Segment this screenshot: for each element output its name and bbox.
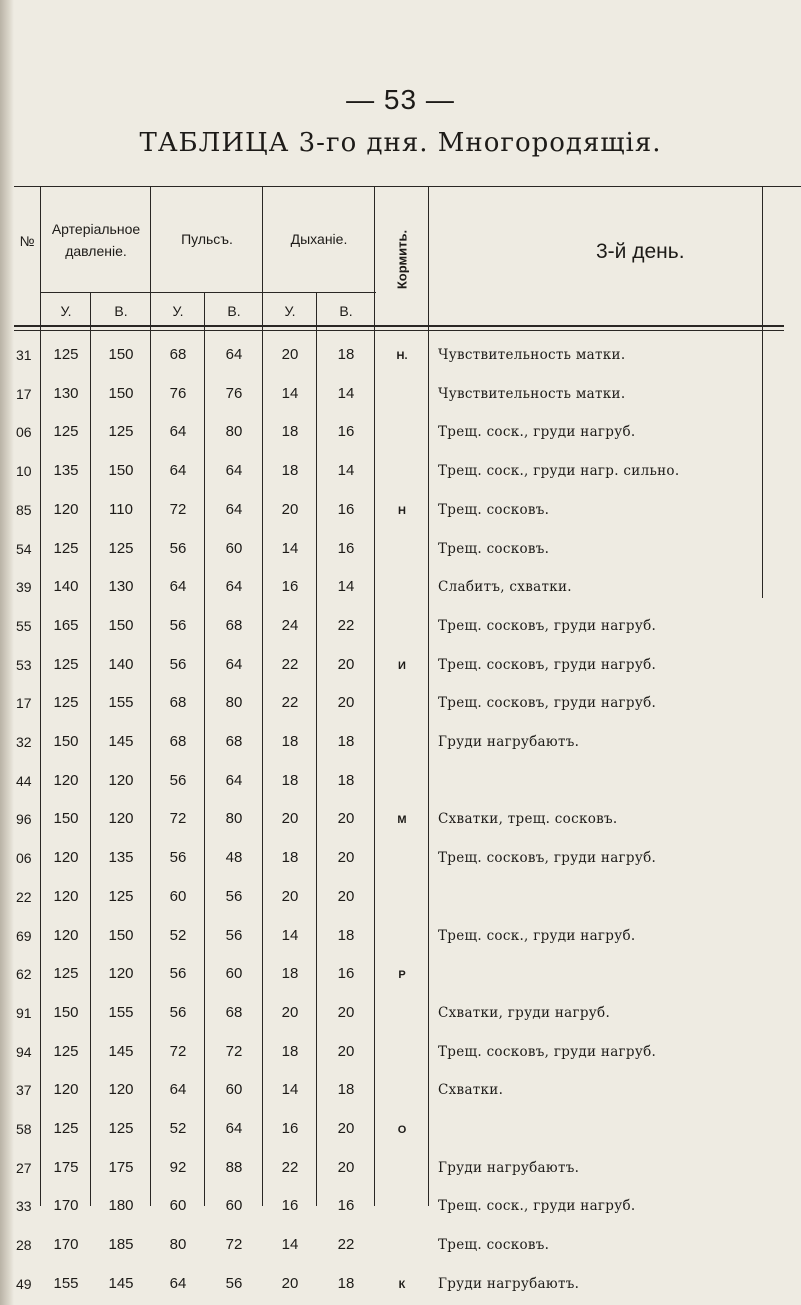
cell-breath-morning: 20 [281, 1003, 299, 1021]
cell-pulse-evening: 76 [225, 384, 243, 402]
cell-feeding-mark [394, 994, 410, 1032]
header-bottom-rule [14, 325, 784, 327]
cell-pressure-morning: 130 [53, 384, 79, 402]
header-pressure: Артеріальное давленіе. [51, 221, 141, 259]
cell-pulse-evening: 68 [225, 733, 243, 750]
cell-number: 53 [16, 656, 32, 673]
cell-breath-evening: 18 [337, 1081, 355, 1099]
cell-day-note: Схватки, трещ. сосковъ. [438, 811, 618, 828]
cell-pulse-evening: 68 [225, 616, 243, 634]
table-row [14, 1110, 794, 1148]
cell-pulse-morning: 72 [169, 810, 187, 828]
cell-day-note: Слабитъ, схватки. [438, 579, 572, 596]
cell-breath-evening: 18 [337, 733, 355, 750]
cell-breath-evening: 22 [337, 1236, 355, 1254]
cell-day-note: Груди нагрубаютъ. [438, 1159, 580, 1176]
cell-breath-morning: 14 [281, 1236, 299, 1254]
cell-pressure-morning: 120 [53, 1081, 79, 1099]
cell-feeding-mark [394, 878, 410, 916]
cell-pressure-evening: 125 [108, 539, 134, 557]
cell-number: 44 [16, 772, 32, 789]
cell-pressure-evening: 175 [108, 1158, 134, 1176]
cell-pressure-evening: 150 [108, 926, 134, 944]
cell-pressure-evening: 120 [108, 810, 134, 828]
cell-pressure-evening: 135 [108, 849, 134, 867]
cell-pulse-evening: 60 [225, 1081, 243, 1099]
cell-feeding-mark [394, 1187, 410, 1225]
table-row [14, 1265, 794, 1303]
table-row [14, 1226, 794, 1264]
cell-day-note: Трещ. сосковъ, груди нагруб. [438, 850, 657, 867]
table-row [14, 878, 794, 916]
cell-pulse-evening: 64 [225, 771, 243, 789]
cell-feeding-mark: М [397, 814, 407, 827]
cell-feeding-mark [394, 839, 410, 877]
subheader-breath-morning: У. [284, 303, 296, 319]
cell-pressure-morning: 150 [53, 810, 79, 828]
cell-number: 06 [16, 850, 32, 867]
cell-breath-morning: 16 [281, 1197, 299, 1215]
cell-number: 49 [16, 1275, 32, 1292]
cell-pressure-evening: 150 [108, 384, 134, 402]
cell-feeding-mark [394, 607, 410, 645]
cell-breath-morning: 14 [281, 539, 299, 557]
cell-feeding-mark [394, 1033, 410, 1071]
cell-pressure-morning: 120 [53, 500, 79, 518]
cell-pulse-evening: 64 [225, 1120, 243, 1137]
cell-day-note: Груди нагрубаютъ. [438, 1275, 580, 1292]
table-row [14, 530, 794, 568]
cell-number: 22 [16, 888, 32, 905]
cell-number: 31 [16, 347, 32, 363]
cell-pulse-evening: 80 [225, 810, 243, 828]
cell-pressure-evening: 120 [108, 1081, 134, 1099]
cell-pressure-morning: 140 [53, 578, 79, 596]
cell-pulse-morning: 60 [169, 887, 187, 905]
cell-breath-morning: 20 [281, 1274, 299, 1292]
cell-breath-morning: 24 [281, 616, 299, 634]
cell-breath-evening: 20 [337, 655, 355, 673]
cell-breath-morning: 16 [281, 578, 299, 596]
subheader-pressure-morning: У. [60, 303, 72, 319]
subheader-breath-evening: В. [339, 303, 353, 319]
table-row [14, 723, 794, 761]
cell-pulse-morning: 92 [169, 1158, 187, 1176]
cell-pressure-morning: 120 [53, 849, 79, 867]
cell-pressure-evening: 180 [108, 1197, 134, 1215]
cell-day-note [438, 955, 798, 993]
cell-breath-evening: 18 [337, 346, 355, 363]
cell-number: 17 [16, 385, 32, 402]
cell-breath-evening: 16 [337, 1197, 355, 1215]
cell-pressure-evening: 145 [108, 1042, 134, 1060]
cell-breath-evening: 18 [337, 1274, 355, 1292]
cell-feeding-mark: К [398, 1278, 406, 1291]
cell-breath-morning: 14 [281, 1081, 299, 1099]
cell-number: 37 [16, 1082, 32, 1099]
cell-pulse-morning: 64 [169, 1274, 187, 1292]
subheader-pressure-evening: В. [114, 303, 128, 319]
header-num: № [19, 233, 35, 249]
cell-breath-morning: 20 [281, 346, 299, 363]
cell-breath-evening: 20 [337, 810, 355, 828]
cell-pressure-evening: 125 [108, 887, 134, 905]
cell-pressure-evening: 120 [108, 965, 134, 983]
cell-day-note: Трещ. соск., груди нагруб. [438, 1198, 636, 1215]
cell-breath-morning: 18 [281, 965, 299, 983]
cell-feeding-mark [394, 568, 410, 606]
header-feeding: Кормить. [394, 229, 410, 290]
cell-day-note: Трещ. сосковъ. [438, 1237, 550, 1254]
table-row [14, 955, 794, 993]
cell-breath-morning: 18 [281, 733, 299, 750]
cell-day-note [438, 1110, 798, 1148]
cell-feeding-mark [394, 452, 410, 490]
table-row [14, 1071, 794, 1109]
table-row [14, 762, 794, 800]
cell-breath-morning: 14 [281, 926, 299, 944]
cell-number: 54 [16, 540, 32, 557]
cell-pulse-evening: 64 [225, 346, 243, 363]
cell-pulse-morning: 56 [169, 655, 187, 673]
cell-number: 85 [16, 501, 32, 518]
cell-feeding-mark [394, 1149, 410, 1187]
cell-day-note: Трещ. соск., груди нагруб. [438, 927, 636, 944]
cell-number: 33 [16, 1198, 32, 1215]
cell-breath-evening: 20 [337, 1120, 355, 1137]
cell-pressure-morning: 165 [53, 616, 79, 634]
cell-pressure-morning: 125 [53, 655, 79, 673]
table-top-rule [14, 186, 801, 187]
cell-feeding-mark [394, 723, 410, 761]
cell-pulse-evening: 80 [225, 423, 243, 441]
cell-number: 55 [16, 617, 32, 634]
cell-number: 17 [16, 695, 32, 712]
cell-feeding-mark [394, 1071, 410, 1109]
cell-pulse-morning: 56 [169, 965, 187, 983]
cell-pulse-morning: 68 [169, 346, 187, 363]
cell-breath-morning: 18 [281, 849, 299, 867]
cell-feeding-mark: О [397, 1124, 407, 1136]
cell-pulse-evening: 80 [225, 694, 243, 712]
cell-breath-evening: 18 [337, 771, 355, 789]
cell-pressure-morning: 125 [53, 694, 79, 712]
table-row [14, 452, 794, 490]
cell-pressure-evening: 155 [108, 694, 134, 712]
cell-pulse-morning: 60 [169, 1197, 187, 1215]
table-row [14, 1149, 794, 1187]
header-bottom-rule-2 [14, 330, 784, 331]
cell-day-note [438, 762, 798, 800]
cell-pressure-morning: 125 [53, 423, 79, 441]
data-table [14, 186, 794, 1292]
cell-pressure-evening: 110 [109, 500, 133, 518]
cell-pulse-morning: 80 [169, 1236, 187, 1254]
cell-breath-morning: 18 [281, 771, 299, 789]
header-day: 3-й день. [596, 240, 685, 263]
cell-breath-evening: 20 [337, 849, 355, 867]
cell-pressure-morning: 170 [53, 1236, 79, 1254]
cell-pulse-morning: 56 [169, 849, 187, 867]
cell-number: 06 [16, 424, 32, 441]
cell-number: 39 [16, 579, 32, 596]
cell-breath-evening: 20 [337, 694, 355, 712]
cell-day-note [438, 878, 798, 916]
table-row [14, 607, 794, 645]
cell-pulse-evening: 72 [225, 1042, 243, 1060]
table-row [14, 800, 794, 838]
cell-breath-evening: 14 [337, 578, 355, 596]
cell-pressure-morning: 170 [53, 1197, 79, 1215]
cell-breath-evening: 14 [337, 462, 355, 480]
table-row [14, 1033, 794, 1071]
table-row [14, 684, 794, 722]
cell-breath-evening: 14 [337, 384, 355, 402]
cell-pulse-evening: 60 [225, 1197, 243, 1215]
cell-breath-evening: 16 [337, 423, 355, 441]
cell-feeding-mark [394, 375, 410, 413]
cell-breath-evening: 20 [337, 1158, 355, 1176]
cell-pulse-morning: 56 [169, 539, 187, 557]
cell-day-note: Трещ. сосковъ, груди нагруб. [438, 656, 657, 673]
cell-pulse-morning: 68 [169, 733, 187, 750]
cell-breath-morning: 18 [281, 462, 299, 480]
cell-pressure-morning: 135 [53, 462, 79, 480]
cell-pulse-morning: 72 [169, 500, 187, 518]
subheader-pulse-evening: В. [227, 303, 241, 319]
cell-breath-morning: 22 [281, 655, 299, 673]
cell-breath-morning: 20 [281, 810, 299, 828]
cell-pulse-morning: 64 [169, 423, 187, 441]
cell-feeding-mark: Н. [396, 350, 408, 362]
cell-feeding-mark [394, 413, 410, 451]
cell-pressure-morning: 125 [53, 539, 79, 557]
cell-breath-morning: 18 [281, 1042, 299, 1060]
cell-breath-evening: 20 [337, 887, 355, 905]
cell-pressure-morning: 125 [53, 965, 79, 983]
cell-pressure-morning: 125 [53, 1120, 79, 1137]
cell-pressure-morning: 120 [53, 771, 79, 789]
cell-breath-morning: 16 [281, 1120, 299, 1137]
cell-breath-evening: 22 [337, 616, 355, 634]
cell-breath-morning: 18 [281, 423, 299, 441]
cell-pressure-morning: 150 [53, 733, 79, 750]
table-row [14, 917, 794, 955]
cell-pressure-evening: 150 [108, 346, 134, 363]
cell-pressure-morning: 125 [53, 346, 79, 363]
cell-pulse-evening: 64 [225, 462, 243, 480]
cell-breath-evening: 16 [337, 500, 355, 518]
cell-feeding-mark: И [398, 659, 406, 672]
cell-breath-morning: 20 [281, 500, 299, 518]
cell-pulse-evening: 68 [225, 1003, 243, 1021]
table-row [14, 568, 794, 606]
cell-number: 32 [16, 734, 32, 750]
cell-breath-morning: 14 [281, 384, 299, 402]
cell-pressure-morning: 150 [53, 1003, 79, 1021]
cell-day-note: Трещ. сосковъ. [438, 540, 550, 557]
cell-breath-evening: 20 [337, 1003, 355, 1021]
cell-day-note: Трещ. соск., груди нагр. сильно. [438, 463, 680, 480]
cell-pulse-morning: 52 [169, 926, 187, 944]
cell-feeding-mark [394, 530, 410, 568]
cell-pulse-evening: 64 [225, 655, 243, 673]
cell-pulse-morning: 64 [169, 1081, 187, 1099]
cell-pressure-evening: 130 [108, 578, 134, 596]
cell-pulse-morning: 64 [169, 578, 187, 596]
cell-day-note: Схватки, груди нагруб. [438, 1004, 611, 1021]
cell-pulse-evening: 56 [225, 887, 243, 905]
cell-pulse-morning: 56 [169, 771, 187, 789]
cell-feeding-mark [394, 684, 410, 722]
cell-breath-morning: 22 [281, 694, 299, 712]
cell-pressure-evening: 120 [108, 771, 134, 789]
cell-breath-morning: 20 [281, 887, 299, 905]
cell-day-note: Трещ. сосковъ, груди нагруб. [438, 617, 657, 634]
header-pulse: Пульсъ. [181, 231, 233, 247]
cell-breath-evening: 18 [337, 926, 355, 944]
cell-pressure-evening: 145 [108, 733, 134, 750]
cell-breath-evening: 20 [337, 1042, 355, 1060]
table-row [14, 646, 794, 684]
cell-pulse-morning: 72 [169, 1042, 187, 1060]
cell-breath-evening: 16 [337, 965, 355, 983]
cell-pulse-evening: 48 [225, 849, 243, 867]
cell-pulse-evening: 88 [225, 1158, 243, 1176]
cell-pressure-evening: 125 [108, 1120, 134, 1137]
cell-pressure-evening: 145 [108, 1274, 134, 1292]
cell-feeding-mark: Н [398, 504, 406, 517]
table-row [14, 375, 794, 413]
cell-day-note: Трещ. соск., груди нагруб. [438, 424, 636, 441]
cell-pressure-evening: 150 [108, 616, 134, 634]
cell-pulse-morning: 52 [169, 1120, 187, 1137]
page-number: — 53 — [346, 84, 455, 115]
cell-pressure-evening: 150 [108, 462, 134, 480]
cell-breath-morning: 22 [281, 1158, 299, 1176]
cell-pulse-morning: 56 [169, 616, 187, 634]
cell-pressure-morning: 155 [53, 1274, 79, 1292]
table-row [14, 839, 794, 877]
cell-day-note: Чувствительность матки. [438, 347, 626, 363]
table-row [14, 413, 794, 451]
cell-breath-evening: 16 [337, 539, 355, 557]
cell-pressure-morning: 125 [53, 1042, 79, 1060]
cell-pressure-morning: 120 [53, 926, 79, 944]
cell-day-note: Трещ. сосковъ, груди нагруб. [438, 695, 657, 712]
cell-pulse-morning: 64 [169, 462, 187, 480]
header-breathing: Дыханіе. [290, 231, 348, 247]
page-title: ТАБЛИЦА 3-го дня. Многородящія. [139, 128, 662, 158]
cell-pressure-morning: 175 [53, 1158, 79, 1176]
cell-pressure-morning: 120 [53, 887, 79, 905]
cell-pressure-evening: 140 [108, 655, 134, 673]
cell-number: 94 [16, 1043, 32, 1060]
cell-pulse-morning: 68 [169, 694, 187, 712]
cell-day-note: Груди нагрубаютъ. [438, 734, 580, 750]
cell-pressure-evening: 185 [108, 1236, 134, 1254]
cell-feeding-mark [394, 762, 410, 800]
cell-pulse-evening: 72 [225, 1236, 243, 1254]
cell-pulse-evening: 56 [225, 926, 243, 944]
cell-pulse-evening: 60 [225, 539, 243, 557]
cell-number: 91 [16, 1004, 32, 1021]
table-row [14, 1187, 794, 1225]
cell-day-note: Схватки. [438, 1082, 504, 1099]
cell-number: 28 [16, 1237, 32, 1254]
cell-day-note: Трещ. сосковъ. [438, 501, 550, 518]
cell-number: 69 [16, 927, 32, 944]
cell-number: 62 [16, 966, 32, 983]
subheader-pulse-morning: У. [172, 303, 184, 319]
table-row [14, 336, 794, 374]
cell-pulse-evening: 64 [225, 500, 243, 518]
cell-feeding-mark [394, 917, 410, 955]
cell-number: 58 [16, 1121, 32, 1137]
cell-pulse-evening: 64 [225, 578, 243, 596]
cell-day-note: Трещ. сосковъ, груди нагруб. [438, 1043, 657, 1060]
cell-pulse-morning: 56 [169, 1003, 187, 1021]
page-binding-edge [0, 0, 14, 1305]
cell-feeding-mark [394, 1226, 410, 1264]
table-row [14, 994, 794, 1032]
cell-feeding-mark: Р [398, 969, 406, 982]
cell-pressure-evening: 125 [108, 423, 134, 441]
table-row [14, 491, 794, 529]
cell-pulse-evening: 56 [225, 1274, 243, 1292]
cell-day-note: Чувствительность матки. [438, 385, 626, 402]
cell-pulse-evening: 60 [225, 965, 243, 983]
cell-pulse-morning: 76 [169, 384, 187, 402]
cell-number: 10 [16, 463, 32, 480]
cell-pressure-evening: 155 [108, 1003, 134, 1021]
cell-number: 96 [16, 811, 32, 828]
cell-number: 27 [16, 1159, 32, 1176]
